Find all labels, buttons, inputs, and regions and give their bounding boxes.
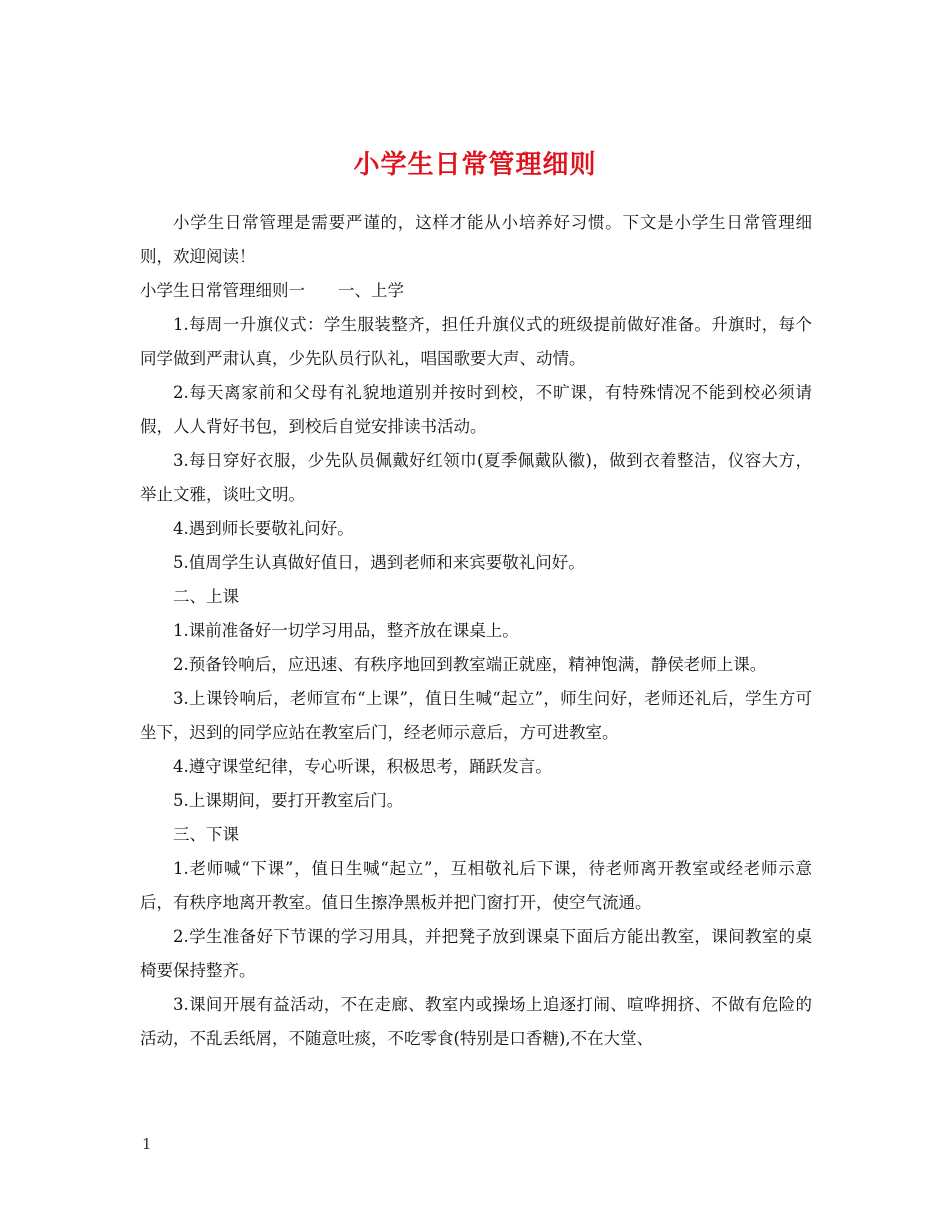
paragraph: 1.课前准备好一切学习用品，整齐放在课桌上。: [173, 621, 519, 640]
paragraph: 3.课间开展有益活动，不在走廊、教室内或操场上追逐打闹、喧哗拥挤、不做有危险的活动，不乱丢纸屑，不随意吐痰，不吃零食(特别是口香糖),不在大堂、: [140, 995, 812, 1048]
paragraph: 小学生日常管理是需要严谨的，这样才能从小培养好习惯。下文是小学生日常管理细则，欢迎阅读！: [140, 213, 812, 266]
paragraph: 2.学生准备好下节课的学习用具，并把凳子放到课桌下面后方能出教室，课间教室的桌椅要保持整齐。: [140, 927, 812, 980]
document-title: 小学生日常管理细则: [353, 150, 597, 181]
document-body: [140, 206, 812, 1056]
paragraph: 1.每周一升旗仪式：学生服装整齐，担任升旗仪式的班级提前做好准备。升旗时，每个同学做到严肃认真，少先队员行队礼，唱国歌要大声、动情。: [140, 315, 812, 368]
paragraph: 5.上课期间，要打开教室后门。: [173, 791, 404, 810]
paragraph: 4.遇到师长要敬礼问好。: [173, 519, 354, 538]
paragraph: 小学生日常管理细则一 一、上学: [140, 281, 404, 300]
paragraph: 4.遵守课堂纪律，专心听课，积极思考，踊跃发言。: [173, 757, 552, 776]
paragraph: 二、上课: [173, 587, 239, 606]
paragraph: 3.上课铃响后，老师宣布“上课”，值日生喊“起立”，师生问好，老师还礼后，学生方可坐下，迟到的同学应站在教室后门，经老师示意后，方可进教室。: [140, 689, 812, 742]
paragraph: 2.预备铃响后，应迅速、有秩序地回到教室端正就座，精神饱满，静侯老师上课。: [173, 655, 767, 674]
paragraph: 5.值周学生认真做好值日，遇到老师和来宾要敬礼问好。: [173, 553, 585, 572]
paragraph: 3.每日穿好衣服，少先队员佩戴好红领巾(夏季佩戴队徽)，做到衣着整洁，仪容大方，举止文雅，谈吐文明。: [140, 451, 812, 504]
paragraph: 1.老师喊“下课”，值日生喊“起立”，互相敬礼后下课，待老师离开教室或经老师示意后，有秩序地离开教室。值日生擦净黑板并把门窗打开，使空气流通。: [140, 859, 812, 912]
page-number: 1: [142, 1135, 152, 1153]
paragraph: 2.每天离家前和父母有礼貌地道别并按时到校，不旷课，有特殊情况不能到校必须请假，人人背好书包，到校后自觉安排读书活动。: [140, 383, 812, 436]
paragraph: 三、下课: [173, 825, 239, 844]
